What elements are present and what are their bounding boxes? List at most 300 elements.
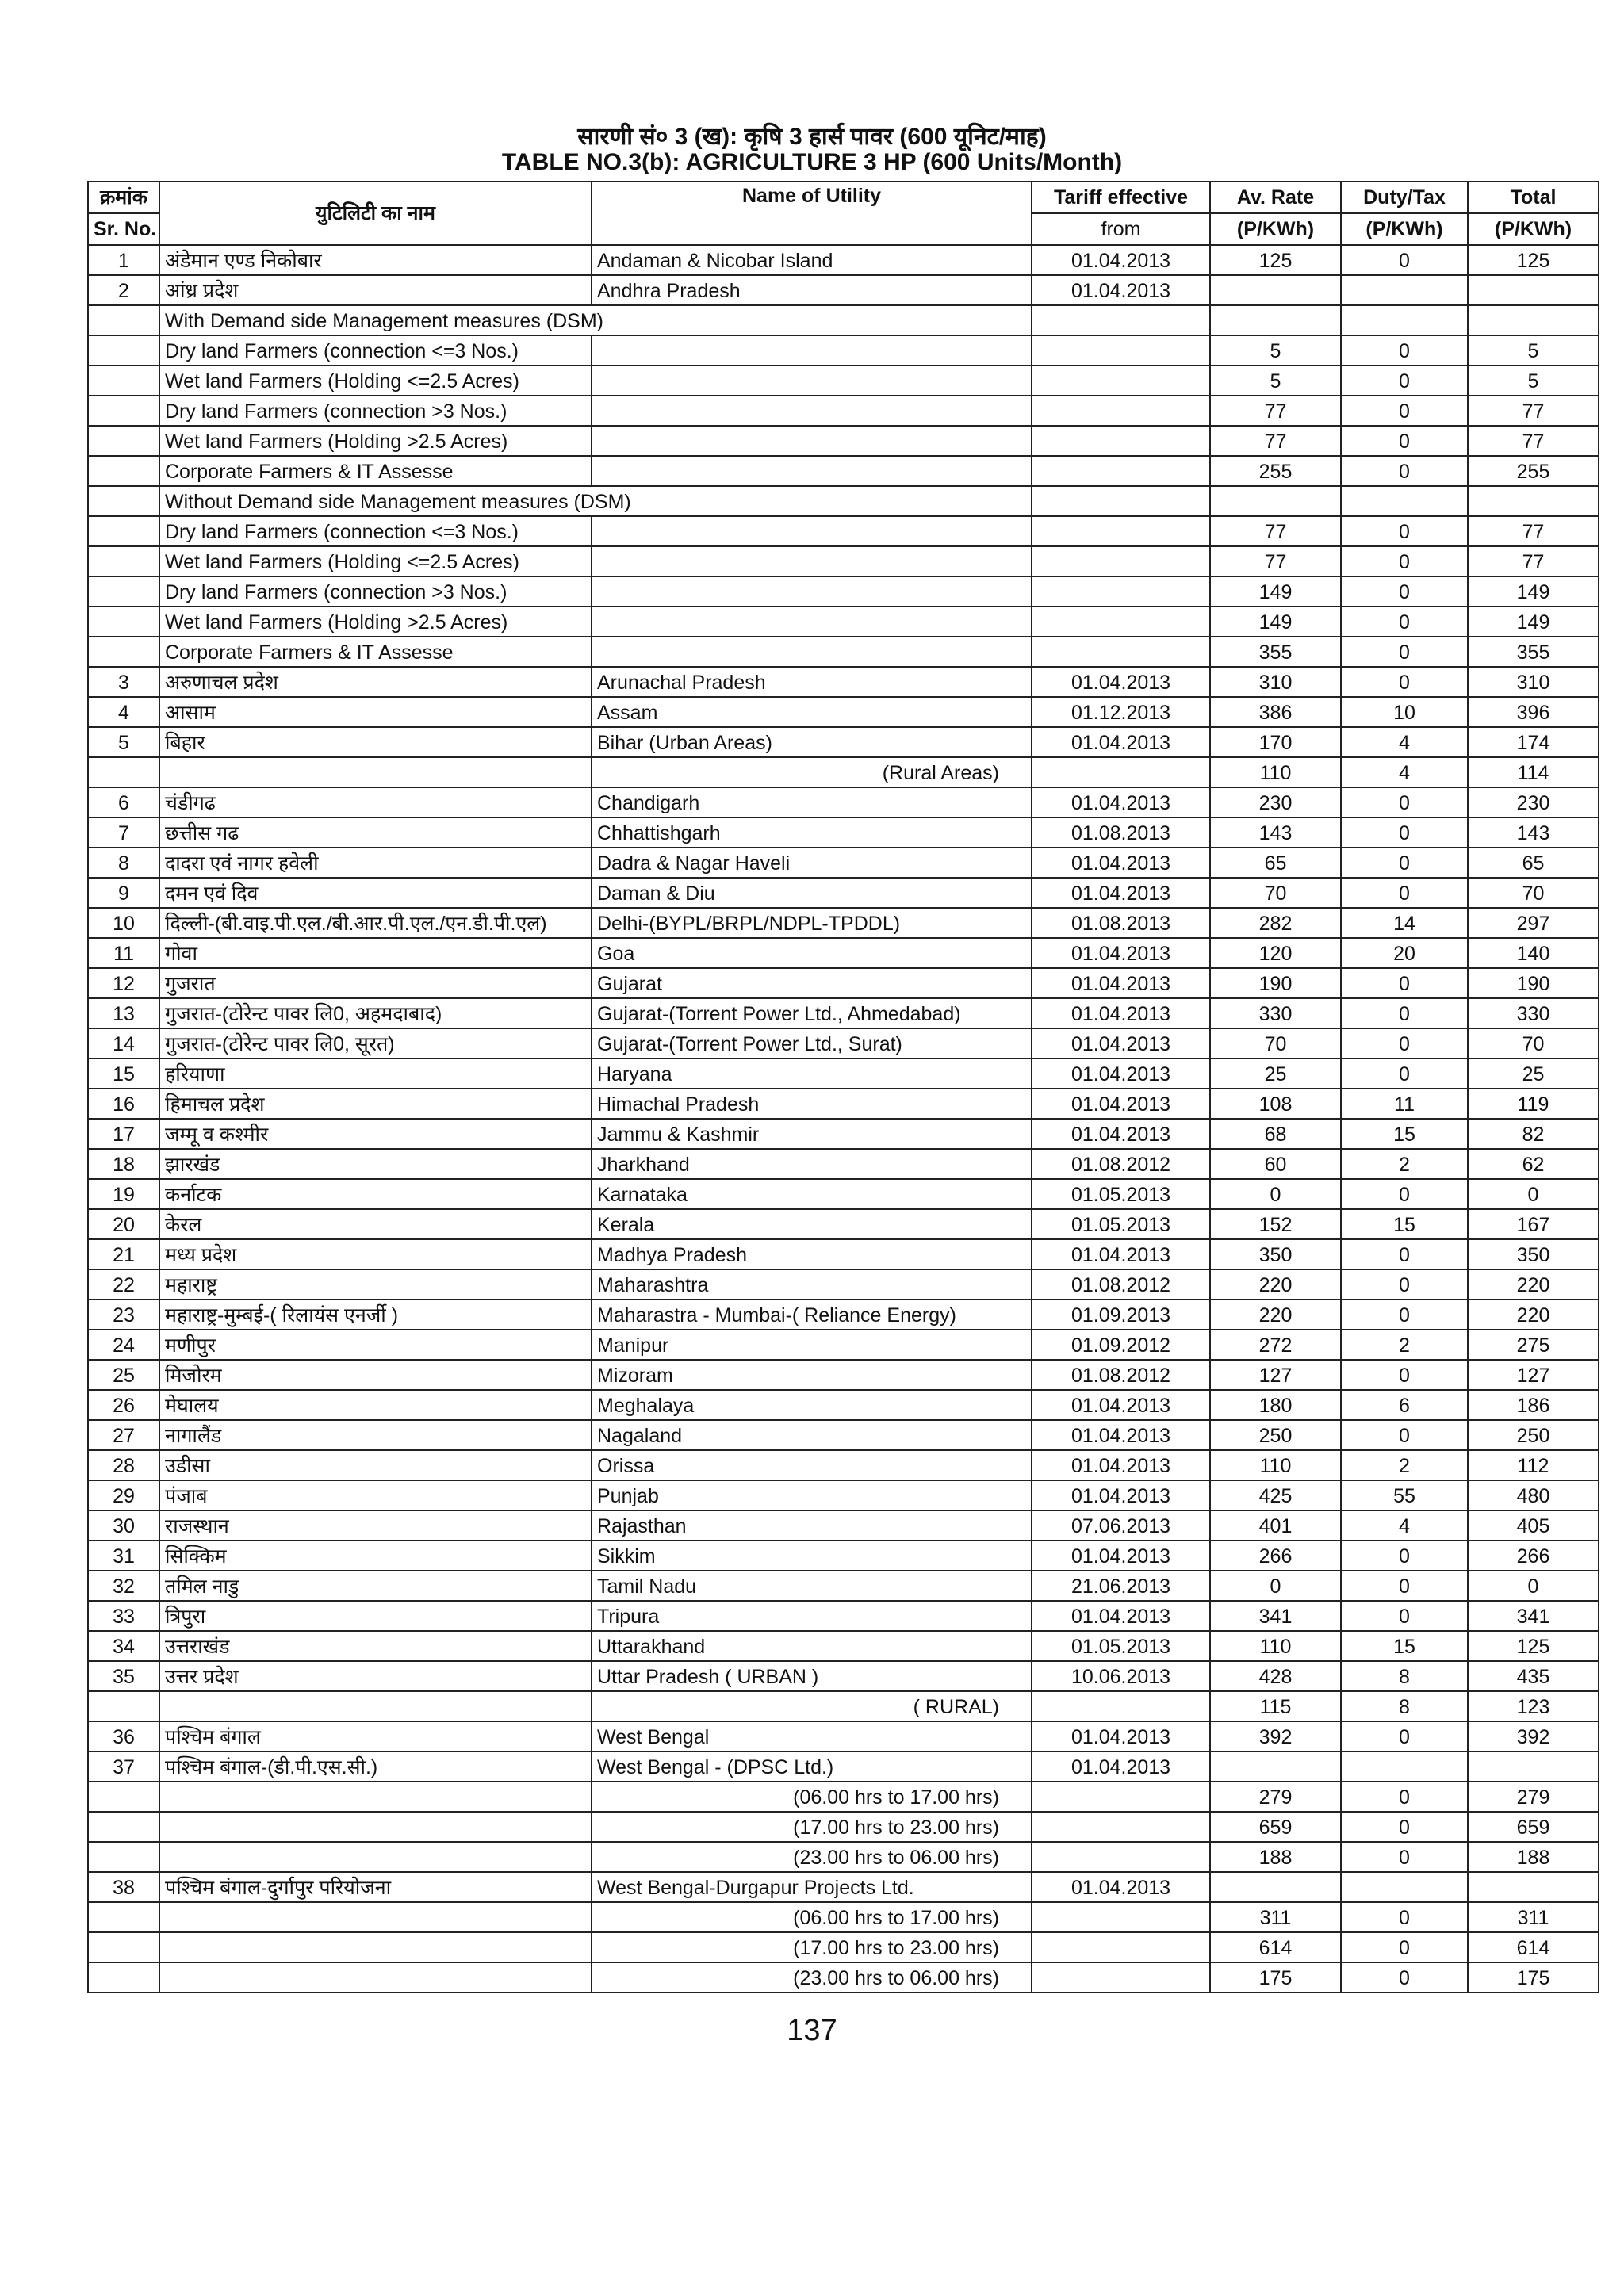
cell-tariff-date: 01.08.2012 bbox=[1032, 1269, 1210, 1300]
cell-tariff-date: 01.04.2013 bbox=[1032, 1601, 1210, 1631]
cell-rate: 341 bbox=[1210, 1601, 1341, 1631]
header-rate-1: Av. Rate bbox=[1210, 182, 1341, 213]
table-row bbox=[88, 637, 1599, 667]
table-row bbox=[88, 1420, 1599, 1450]
cell-tariff-date: 01.04.2013 bbox=[1032, 787, 1210, 817]
cell-tariff-date: 01.04.2013 bbox=[1032, 245, 1210, 275]
cell-total: 140 bbox=[1468, 938, 1599, 968]
table-row bbox=[88, 1962, 1599, 1992]
header-tariff-1: Tariff effective bbox=[1032, 182, 1210, 213]
cell-tariff-date bbox=[1032, 335, 1210, 366]
cell-rate: 220 bbox=[1210, 1300, 1341, 1330]
table-row bbox=[88, 1541, 1599, 1571]
table-row bbox=[88, 1149, 1599, 1179]
cell-rate: 311 bbox=[1210, 1902, 1341, 1932]
cell-rate: 279 bbox=[1210, 1782, 1341, 1812]
cell-utility-hi: छत्तीस गढ bbox=[159, 817, 592, 848]
cell-utility-hi: गुजरात-(टोरेन्ट पावर लि0, अहमदाबाद) bbox=[159, 998, 592, 1028]
cell-rate: 108 bbox=[1210, 1089, 1341, 1119]
cell-rate: 180 bbox=[1210, 1390, 1341, 1420]
cell-utility-hi: मिजोरम bbox=[159, 1360, 592, 1390]
cell-utility-en: West Bengal - (DPSC Ltd.) bbox=[592, 1751, 1032, 1782]
cell-sr: 6 bbox=[88, 787, 159, 817]
cell-duty: 0 bbox=[1341, 998, 1468, 1028]
cell-utility-hi: गुजरात-(टोरेन्ट पावर लि0, सूरत) bbox=[159, 1028, 592, 1058]
cell-total: 5 bbox=[1468, 366, 1599, 396]
cell-rate bbox=[1210, 275, 1341, 305]
cell-utility-hi: Dry land Farmers (connection <=3 Nos.) bbox=[159, 516, 592, 546]
cell-duty: 0 bbox=[1341, 1541, 1468, 1571]
cell-duty: 0 bbox=[1341, 637, 1468, 667]
table-row bbox=[88, 968, 1599, 998]
cell-utility-hi: तमिल नाडु bbox=[159, 1571, 592, 1601]
cell-utility-en: (17.00 hrs to 23.00 hrs) bbox=[592, 1812, 1032, 1842]
cell-tariff-date: 10.06.2013 bbox=[1032, 1661, 1210, 1691]
cell-duty: 2 bbox=[1341, 1149, 1468, 1179]
cell-utility-en: Maharashtra bbox=[592, 1269, 1032, 1300]
table-row bbox=[88, 305, 1599, 335]
cell-total: 167 bbox=[1468, 1209, 1599, 1239]
cell-tariff-date bbox=[1032, 607, 1210, 637]
cell-tariff-date: 01.04.2013 bbox=[1032, 1119, 1210, 1149]
cell-utility-en bbox=[592, 576, 1032, 607]
cell-duty: 0 bbox=[1341, 607, 1468, 637]
cell-utility-hi: दादरा एवं नागर हवेली bbox=[159, 848, 592, 878]
cell-tariff-date: 01.04.2013 bbox=[1032, 1450, 1210, 1480]
cell-rate: 392 bbox=[1210, 1721, 1341, 1751]
cell-utility-hi: मध्य प्रदेश bbox=[159, 1239, 592, 1269]
cell-tariff-date bbox=[1032, 516, 1210, 546]
cell-sr: 20 bbox=[88, 1209, 159, 1239]
table-row bbox=[88, 1691, 1599, 1721]
cell-total: 149 bbox=[1468, 576, 1599, 607]
cell-utility-en: (17.00 hrs to 23.00 hrs) bbox=[592, 1932, 1032, 1962]
cell-tariff-date: 01.04.2013 bbox=[1032, 1480, 1210, 1510]
table-row bbox=[88, 1601, 1599, 1631]
cell-rate: 110 bbox=[1210, 1450, 1341, 1480]
cell-duty: 8 bbox=[1341, 1661, 1468, 1691]
cell-utility-en: Karnataka bbox=[592, 1179, 1032, 1209]
title-english: TABLE NO.3(b): AGRICULTURE 3 HP (600 Units/Month) bbox=[501, 149, 1123, 175]
cell-total bbox=[1468, 1872, 1599, 1902]
cell-tariff-date bbox=[1032, 546, 1210, 576]
cell-utility-en bbox=[592, 546, 1032, 576]
cell-utility-en: West Bengal bbox=[592, 1721, 1032, 1751]
cell-tariff-date: 01.08.2013 bbox=[1032, 908, 1210, 938]
cell-tariff-date bbox=[1032, 396, 1210, 426]
cell-tariff-date: 01.04.2013 bbox=[1032, 1058, 1210, 1089]
cell-sr bbox=[88, 486, 159, 516]
cell-utility-hi: चंडीगढ bbox=[159, 787, 592, 817]
cell-duty: 0 bbox=[1341, 335, 1468, 366]
cell-rate: 250 bbox=[1210, 1420, 1341, 1450]
cell-total: 114 bbox=[1468, 757, 1599, 787]
cell-rate: 77 bbox=[1210, 516, 1341, 546]
cell-utility-hi bbox=[159, 1812, 592, 1842]
cell-rate: 65 bbox=[1210, 848, 1341, 878]
cell-rate: 115 bbox=[1210, 1691, 1341, 1721]
table-row bbox=[88, 245, 1599, 275]
header-duty-2: (P/KWh) bbox=[1341, 213, 1468, 245]
cell-tariff-date: 01.12.2013 bbox=[1032, 697, 1210, 727]
cell-sr bbox=[88, 426, 159, 456]
cell-sr bbox=[88, 576, 159, 607]
table-row bbox=[88, 848, 1599, 878]
table-row bbox=[88, 1390, 1599, 1420]
cell-utility-en: Tripura bbox=[592, 1601, 1032, 1631]
cell-utility-en: Manipur bbox=[592, 1330, 1032, 1360]
cell-total: 175 bbox=[1468, 1962, 1599, 1992]
cell-section-label: With Demand side Management measures (DSM) bbox=[159, 305, 1032, 335]
cell-duty: 0 bbox=[1341, 546, 1468, 576]
cell-utility-en bbox=[592, 335, 1032, 366]
cell-duty: 6 bbox=[1341, 1390, 1468, 1420]
table-row bbox=[88, 878, 1599, 908]
cell-sr: 10 bbox=[88, 908, 159, 938]
cell-utility-hi: सिक्किम bbox=[159, 1541, 592, 1571]
table-row bbox=[88, 1480, 1599, 1510]
table-row bbox=[88, 1269, 1599, 1300]
cell-duty: 4 bbox=[1341, 757, 1468, 787]
cell-sr: 28 bbox=[88, 1450, 159, 1480]
header-row-1 bbox=[88, 182, 1599, 213]
cell-utility-hi: Dry land Farmers (connection >3 Nos.) bbox=[159, 576, 592, 607]
cell-sr bbox=[88, 335, 159, 366]
cell-tariff-date: 01.08.2012 bbox=[1032, 1149, 1210, 1179]
cell-sr: 1 bbox=[88, 245, 159, 275]
cell-sr: 29 bbox=[88, 1480, 159, 1510]
cell-total: 62 bbox=[1468, 1149, 1599, 1179]
cell-sr bbox=[88, 1691, 159, 1721]
cell-sr: 24 bbox=[88, 1330, 159, 1360]
cell-duty: 4 bbox=[1341, 727, 1468, 757]
cell-rate: 149 bbox=[1210, 607, 1341, 637]
cell-utility-hi: गुजरात bbox=[159, 968, 592, 998]
cell-utility-en: Goa bbox=[592, 938, 1032, 968]
cell-tariff-date bbox=[1032, 366, 1210, 396]
cell-sr: 27 bbox=[88, 1420, 159, 1450]
cell-total: 330 bbox=[1468, 998, 1599, 1028]
cell-total: 82 bbox=[1468, 1119, 1599, 1149]
cell-tariff-date bbox=[1032, 486, 1210, 516]
cell-total bbox=[1468, 275, 1599, 305]
cell-rate: 428 bbox=[1210, 1661, 1341, 1691]
cell-duty: 0 bbox=[1341, 1360, 1468, 1390]
cell-tariff-date: 01.04.2013 bbox=[1032, 1390, 1210, 1420]
cell-tariff-date: 01.04.2013 bbox=[1032, 1420, 1210, 1450]
table-row bbox=[88, 1058, 1599, 1089]
cell-rate: 175 bbox=[1210, 1962, 1341, 1992]
cell-sr: 17 bbox=[88, 1119, 159, 1149]
cell-utility-en bbox=[592, 637, 1032, 667]
cell-duty: 0 bbox=[1341, 396, 1468, 426]
cell-utility-hi: पश्चिम बंगाल-दुर्गापुर परियोजना bbox=[159, 1872, 592, 1902]
cell-total: 125 bbox=[1468, 245, 1599, 275]
table-row bbox=[88, 1631, 1599, 1661]
table-row bbox=[88, 1812, 1599, 1842]
cell-tariff-date bbox=[1032, 305, 1210, 335]
cell-sr bbox=[88, 456, 159, 486]
cell-sr bbox=[88, 396, 159, 426]
cell-utility-hi bbox=[159, 1902, 592, 1932]
cell-utility-en: Rajasthan bbox=[592, 1510, 1032, 1541]
cell-duty: 0 bbox=[1341, 1028, 1468, 1058]
cell-sr bbox=[88, 366, 159, 396]
cell-rate: 25 bbox=[1210, 1058, 1341, 1089]
table-row bbox=[88, 456, 1599, 486]
cell-rate bbox=[1210, 305, 1341, 335]
cell-sr: 26 bbox=[88, 1390, 159, 1420]
table-row bbox=[88, 607, 1599, 637]
cell-tariff-date: 01.04.2013 bbox=[1032, 1721, 1210, 1751]
cell-duty: 0 bbox=[1341, 426, 1468, 456]
cell-total: 275 bbox=[1468, 1330, 1599, 1360]
cell-duty: 0 bbox=[1341, 1420, 1468, 1450]
cell-utility-hi: मणीपुर bbox=[159, 1330, 592, 1360]
cell-total: 25 bbox=[1468, 1058, 1599, 1089]
cell-rate: 125 bbox=[1210, 245, 1341, 275]
tariff-table bbox=[87, 181, 1599, 1993]
cell-utility-hi: कर्नाटक bbox=[159, 1179, 592, 1209]
cell-duty: 10 bbox=[1341, 697, 1468, 727]
cell-total: 77 bbox=[1468, 546, 1599, 576]
cell-duty: 14 bbox=[1341, 908, 1468, 938]
cell-total: 350 bbox=[1468, 1239, 1599, 1269]
cell-rate bbox=[1210, 1751, 1341, 1782]
cell-total: 311 bbox=[1468, 1902, 1599, 1932]
table-row bbox=[88, 697, 1599, 727]
cell-utility-hi: हरियाणा bbox=[159, 1058, 592, 1089]
cell-rate: 60 bbox=[1210, 1149, 1341, 1179]
cell-utility-en: (06.00 hrs to 17.00 hrs) bbox=[592, 1902, 1032, 1932]
cell-total: 659 bbox=[1468, 1812, 1599, 1842]
cell-sr: 15 bbox=[88, 1058, 159, 1089]
table-row bbox=[88, 366, 1599, 396]
cell-sr bbox=[88, 757, 159, 787]
cell-rate: 77 bbox=[1210, 426, 1341, 456]
cell-utility-en: Uttarakhand bbox=[592, 1631, 1032, 1661]
cell-duty: 0 bbox=[1341, 1842, 1468, 1872]
cell-total: 310 bbox=[1468, 667, 1599, 697]
cell-utility-en: Andhra Pradesh bbox=[592, 275, 1032, 305]
cell-sr: 5 bbox=[88, 727, 159, 757]
table-row bbox=[88, 998, 1599, 1028]
header-duty-1: Duty/Tax bbox=[1341, 182, 1468, 213]
cell-total: 188 bbox=[1468, 1842, 1599, 1872]
cell-rate: 330 bbox=[1210, 998, 1341, 1028]
cell-utility-hi: Dry land Farmers (connection <=3 Nos.) bbox=[159, 335, 592, 366]
cell-utility-en: Sikkim bbox=[592, 1541, 1032, 1571]
cell-section-label: Without Demand side Management measures (DSM) bbox=[159, 486, 1032, 516]
cell-utility-en: Tamil Nadu bbox=[592, 1571, 1032, 1601]
cell-utility-hi: जम्मू व कश्मीर bbox=[159, 1119, 592, 1149]
cell-duty: 15 bbox=[1341, 1119, 1468, 1149]
table-row bbox=[88, 1842, 1599, 1872]
cell-total: 220 bbox=[1468, 1300, 1599, 1330]
cell-total: 220 bbox=[1468, 1269, 1599, 1300]
cell-total: 112 bbox=[1468, 1450, 1599, 1480]
cell-total bbox=[1468, 486, 1599, 516]
cell-utility-hi: गोवा bbox=[159, 938, 592, 968]
cell-tariff-date: 01.04.2013 bbox=[1032, 1872, 1210, 1902]
cell-total: 0 bbox=[1468, 1179, 1599, 1209]
cell-total: 341 bbox=[1468, 1601, 1599, 1631]
cell-utility-hi: अंडेमान एण्ड निकोबार bbox=[159, 245, 592, 275]
cell-duty: 0 bbox=[1341, 1239, 1468, 1269]
cell-tariff-date bbox=[1032, 1932, 1210, 1962]
cell-utility-en: Arunachal Pradesh bbox=[592, 667, 1032, 697]
cell-total: 435 bbox=[1468, 1661, 1599, 1691]
table-row bbox=[88, 1239, 1599, 1269]
cell-duty: 0 bbox=[1341, 366, 1468, 396]
cell-tariff-date: 01.04.2013 bbox=[1032, 998, 1210, 1028]
cell-sr: 4 bbox=[88, 697, 159, 727]
cell-duty: 0 bbox=[1341, 787, 1468, 817]
cell-sr: 34 bbox=[88, 1631, 159, 1661]
cell-utility-en: Delhi-(BYPL/BRPL/NDPL-TPDDL) bbox=[592, 908, 1032, 938]
table-row bbox=[88, 938, 1599, 968]
cell-total: 5 bbox=[1468, 335, 1599, 366]
cell-tariff-date bbox=[1032, 1962, 1210, 1992]
header-total-2: (P/KWh) bbox=[1468, 213, 1599, 245]
cell-utility-hi: दमन एवं दिव bbox=[159, 878, 592, 908]
cell-utility-en: Nagaland bbox=[592, 1420, 1032, 1450]
cell-utility-hi: Wet land Farmers (Holding >2.5 Acres) bbox=[159, 607, 592, 637]
cell-sr: 23 bbox=[88, 1300, 159, 1330]
cell-tariff-date bbox=[1032, 637, 1210, 667]
cell-utility-hi bbox=[159, 1782, 592, 1812]
cell-utility-en: Haryana bbox=[592, 1058, 1032, 1089]
cell-rate bbox=[1210, 1872, 1341, 1902]
table-row bbox=[88, 667, 1599, 697]
cell-utility-hi bbox=[159, 1932, 592, 1962]
cell-rate: 230 bbox=[1210, 787, 1341, 817]
cell-duty: 0 bbox=[1341, 1058, 1468, 1089]
cell-sr: 30 bbox=[88, 1510, 159, 1541]
table-row bbox=[88, 396, 1599, 426]
table-row bbox=[88, 1330, 1599, 1360]
cell-rate: 120 bbox=[1210, 938, 1341, 968]
cell-total: 65 bbox=[1468, 848, 1599, 878]
cell-sr: 2 bbox=[88, 275, 159, 305]
cell-rate: 77 bbox=[1210, 546, 1341, 576]
cell-utility-hi: पश्चिम बंगाल bbox=[159, 1721, 592, 1751]
table-row bbox=[88, 1721, 1599, 1751]
cell-utility-en: Meghalaya bbox=[592, 1390, 1032, 1420]
table-row bbox=[88, 1571, 1599, 1601]
cell-sr: 11 bbox=[88, 938, 159, 968]
cell-rate: 220 bbox=[1210, 1269, 1341, 1300]
table-row bbox=[88, 757, 1599, 787]
header-utility-en: Name of Utility bbox=[592, 182, 1032, 245]
cell-rate: 350 bbox=[1210, 1239, 1341, 1269]
cell-tariff-date bbox=[1032, 426, 1210, 456]
cell-utility-en: Jharkhand bbox=[592, 1149, 1032, 1179]
cell-rate: 70 bbox=[1210, 878, 1341, 908]
table-row bbox=[88, 1209, 1599, 1239]
cell-duty: 0 bbox=[1341, 576, 1468, 607]
cell-utility-hi bbox=[159, 1962, 592, 1992]
cell-tariff-date: 01.09.2012 bbox=[1032, 1330, 1210, 1360]
cell-tariff-date: 01.04.2013 bbox=[1032, 878, 1210, 908]
cell-utility-en: Himachal Pradesh bbox=[592, 1089, 1032, 1119]
cell-total: 392 bbox=[1468, 1721, 1599, 1751]
cell-total: 70 bbox=[1468, 1028, 1599, 1058]
table-row bbox=[88, 1179, 1599, 1209]
cell-rate: 614 bbox=[1210, 1932, 1341, 1962]
cell-duty: 2 bbox=[1341, 1330, 1468, 1360]
cell-sr: 38 bbox=[88, 1872, 159, 1902]
cell-rate: 0 bbox=[1210, 1571, 1341, 1601]
table-body bbox=[88, 245, 1599, 1992]
cell-tariff-date bbox=[1032, 1812, 1210, 1842]
cell-total: 480 bbox=[1468, 1480, 1599, 1510]
cell-rate: 190 bbox=[1210, 968, 1341, 998]
cell-utility-en: Bihar (Urban Areas) bbox=[592, 727, 1032, 757]
cell-total: 77 bbox=[1468, 516, 1599, 546]
cell-sr: 16 bbox=[88, 1089, 159, 1119]
cell-sr: 21 bbox=[88, 1239, 159, 1269]
cell-total: 255 bbox=[1468, 456, 1599, 486]
cell-rate: 0 bbox=[1210, 1179, 1341, 1209]
cell-rate: 77 bbox=[1210, 396, 1341, 426]
cell-utility-hi: Wet land Farmers (Holding >2.5 Acres) bbox=[159, 426, 592, 456]
cell-utility-en bbox=[592, 456, 1032, 486]
cell-total: 174 bbox=[1468, 727, 1599, 757]
cell-rate: 70 bbox=[1210, 1028, 1341, 1058]
table-row bbox=[88, 486, 1599, 516]
cell-duty: 0 bbox=[1341, 245, 1468, 275]
cell-utility-hi: Wet land Farmers (Holding <=2.5 Acres) bbox=[159, 546, 592, 576]
cell-sr: 7 bbox=[88, 817, 159, 848]
cell-tariff-date: 01.04.2013 bbox=[1032, 727, 1210, 757]
cell-rate: 386 bbox=[1210, 697, 1341, 727]
cell-tariff-date: 01.08.2012 bbox=[1032, 1360, 1210, 1390]
cell-tariff-date: 01.04.2013 bbox=[1032, 938, 1210, 968]
cell-utility-en: (23.00 hrs to 06.00 hrs) bbox=[592, 1842, 1032, 1872]
cell-utility-hi: त्रिपुरा bbox=[159, 1601, 592, 1631]
cell-sr: 13 bbox=[88, 998, 159, 1028]
cell-sr bbox=[88, 1782, 159, 1812]
cell-utility-hi: झारखंड bbox=[159, 1149, 592, 1179]
cell-duty bbox=[1341, 1872, 1468, 1902]
cell-utility-hi: उडीसा bbox=[159, 1450, 592, 1480]
cell-rate bbox=[1210, 486, 1341, 516]
cell-total: 127 bbox=[1468, 1360, 1599, 1390]
cell-total bbox=[1468, 305, 1599, 335]
cell-sr bbox=[88, 305, 159, 335]
title-hindi: सारणी सं० 3 (ख): कृषि 3 हार्स पावर (600 यूनिट/माह) bbox=[577, 124, 1047, 150]
cell-sr: 22 bbox=[88, 1269, 159, 1300]
cell-sr bbox=[88, 637, 159, 667]
cell-tariff-date: 01.04.2013 bbox=[1032, 1089, 1210, 1119]
cell-total bbox=[1468, 1751, 1599, 1782]
cell-utility-en: Punjab bbox=[592, 1480, 1032, 1510]
cell-sr: 35 bbox=[88, 1661, 159, 1691]
cell-utility-hi: Corporate Farmers & IT Assesse bbox=[159, 637, 592, 667]
cell-tariff-date: 01.04.2013 bbox=[1032, 667, 1210, 697]
cell-utility-hi: महाराष्ट्र-मुम्बई-( रिलायंस एनर्जी ) bbox=[159, 1300, 592, 1330]
cell-tariff-date: 01.05.2013 bbox=[1032, 1209, 1210, 1239]
cell-tariff-date: 01.09.2013 bbox=[1032, 1300, 1210, 1330]
cell-rate: 355 bbox=[1210, 637, 1341, 667]
header-sr-en: Sr. No. bbox=[88, 213, 159, 245]
cell-duty: 8 bbox=[1341, 1691, 1468, 1721]
header-utility-hi: युटिलिटी का नाम bbox=[159, 182, 592, 245]
cell-tariff-date: 21.06.2013 bbox=[1032, 1571, 1210, 1601]
cell-tariff-date bbox=[1032, 1691, 1210, 1721]
cell-rate: 255 bbox=[1210, 456, 1341, 486]
